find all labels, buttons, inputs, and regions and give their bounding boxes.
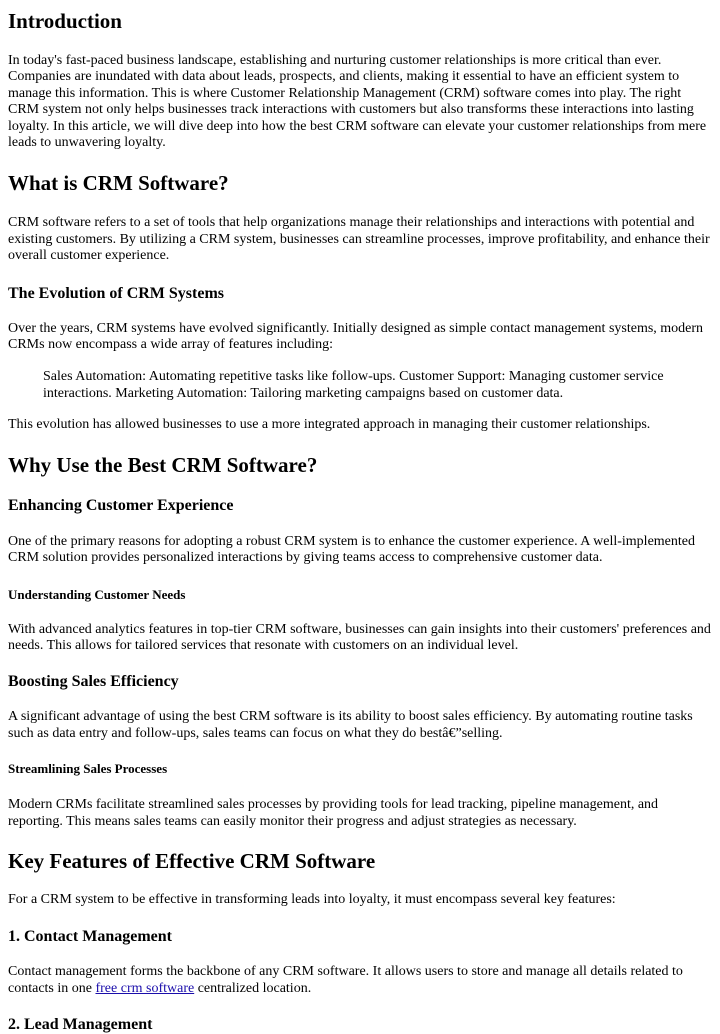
heading-what-is-crm: What is CRM Software? xyxy=(8,171,229,196)
paragraph-understanding: With advanced analytics features in top-tier CRM software, businesses can gain insights into their customers' preferences and needs. This allows for tailored services that resonate with customers on an individual level. xyxy=(8,621,711,653)
contact-text-before: Contact management forms the backbone of any CRM software. It allows users to store and manage all details related to contacts in one xyxy=(8,964,683,996)
heading-key-features: Key Features of Effective CRM Software xyxy=(8,848,376,873)
paragraph-boosting: A significant advantage of using the best CRM software is its ability to boost sales efficiency. By automating routine tasks such as data entry and follow-ups, sales teams can focus on what they do bestâ€”selling. xyxy=(8,709,693,741)
paragraph-evolution-after: This evolution has allowed businesses to use a more integrated approach in managing their customer relationships. xyxy=(8,417,651,433)
heading-boosting: Boosting Sales Efficiency xyxy=(8,673,179,691)
contact-text-after: centralized location. xyxy=(194,980,312,996)
paragraph-evolution: Over the years, CRM systems have evolved significantly. Initially designed as simple contact management systems, modern CRMs now encompass a wide array of features including: xyxy=(8,320,704,353)
features-blockquote: Sales Automation: Automating repetitive tasks like follow-ups. Customer Support: Managing customer service interactions. Marketing Automation: Tailoring marketing campaigns based on customer data. xyxy=(43,369,664,401)
heading-evolution: The Evolution of CRM Systems xyxy=(8,284,225,302)
paragraph-enhancing: One of the primary reasons for adopting a robust CRM system is to enhance the customer experience. A well-implemented CRM solution provides personalized interactions by giving teams access to comprehensive customer data. xyxy=(8,533,695,566)
paragraph-what-is-crm: CRM software refers to a set of tools that help organizations manage their relationships and interactions with potential and existing customers. By utilizing a CRM system, businesses can streamline processes, improve profitability, and enhance their overall customer experience. xyxy=(8,215,710,264)
paragraph-introduction: In today's fast-paced business landscape, establishing and nurturing customer relationships is more critical than ever. Companies are inundated with data about leads, prospects, and clients, making it essential to have an efficient system to manage this information. This is where Customer Relationship Management (CRM) software comes into play. The right CRM system not only helps businesses track interactions with customers but also transforms these interactions into lasting loyalty. In this article, we will dive deep into how the best CRM software can elevate your customer relationships from mere leads to unwavering loyalty. xyxy=(8,53,707,151)
paragraph-contact-management xyxy=(8,964,712,997)
heading-lead-management: 2. Lead Management xyxy=(8,1016,153,1034)
free-crm-software-link[interactable]: free crm software xyxy=(95,980,195,996)
article xyxy=(0,9,720,1034)
paragraph-streamlining: Modern CRMs facilitate streamlined sales processes by providing tools for lead tracking, pipeline management, and reporting. This means sales teams can easily monitor their progress and adjust strategies as necessary. xyxy=(8,797,659,829)
heading-understanding: Understanding Customer Needs xyxy=(8,586,186,602)
heading-streamlining: Streamlining Sales Processes xyxy=(8,761,168,777)
heading-why-use: Why Use the Best CRM Software? xyxy=(8,452,318,477)
heading-introduction: Introduction xyxy=(8,9,122,33)
heading-contact-management: 1. Contact Management xyxy=(8,928,172,946)
paragraph-key-features: For a CRM system to be effective in transforming leads into loyalty, it must encompass several key features: xyxy=(8,891,616,907)
heading-enhancing: Enhancing Customer Experience xyxy=(8,496,234,514)
